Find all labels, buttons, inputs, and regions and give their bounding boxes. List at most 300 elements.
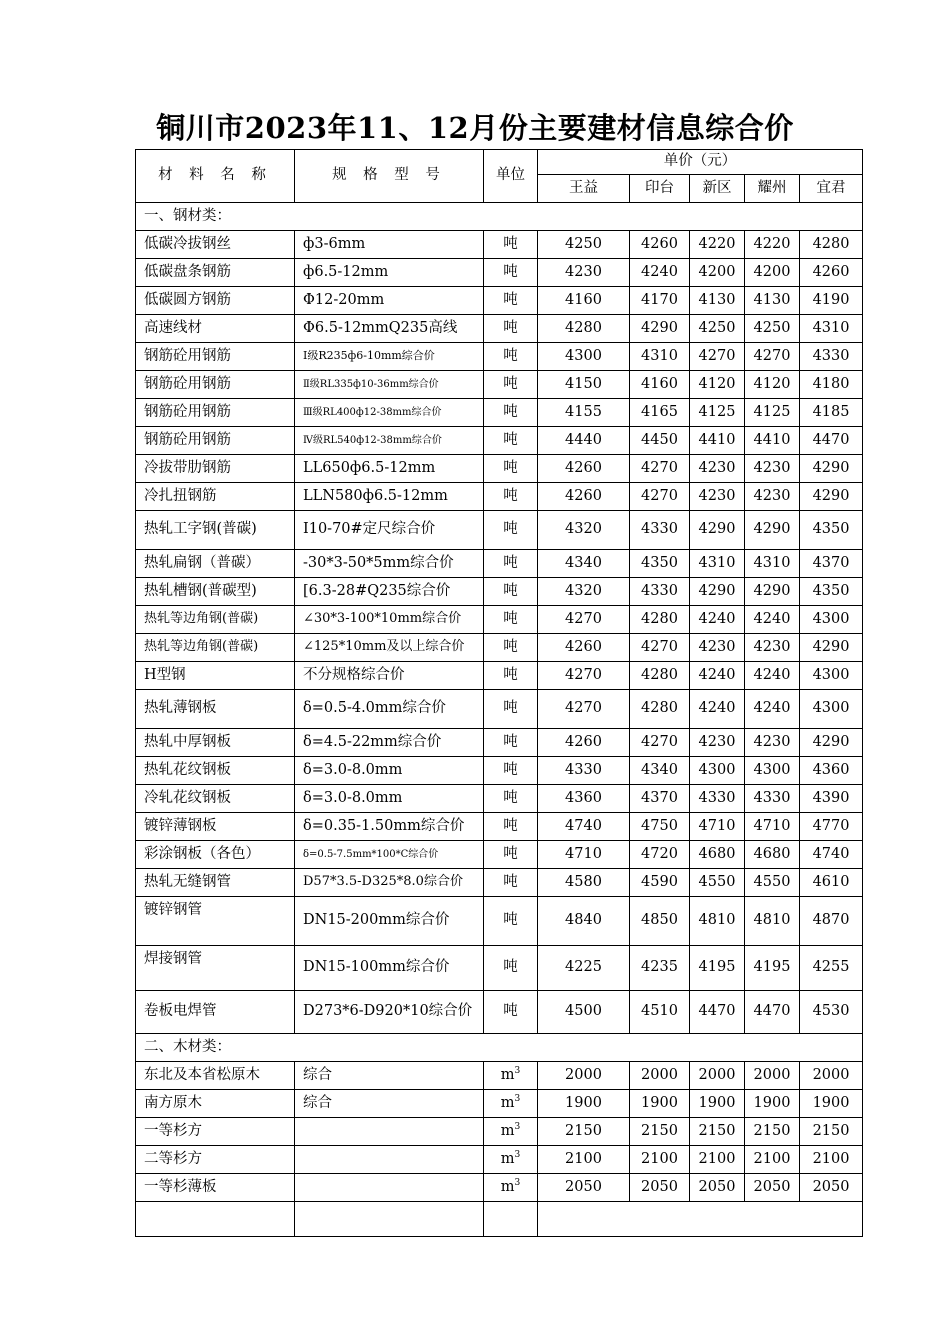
material-name: 冷轧花纹钢板 <box>136 785 295 813</box>
header-region: 新区 <box>690 175 745 203</box>
spec-cell: DN15-200mm综合价 <box>295 897 484 946</box>
unit-cell <box>484 578 538 606</box>
price-cell: 4240 <box>690 690 745 729</box>
price-cell: 4240 <box>690 606 745 634</box>
unit-cell <box>484 946 538 991</box>
price-cell: 1900 <box>745 1090 800 1118</box>
price-cell: 4810 <box>745 897 800 946</box>
price-cell: 2000 <box>690 1062 745 1090</box>
unit-cell <box>484 1118 538 1146</box>
price-cell: 4510 <box>630 991 690 1034</box>
price-cell: 4230 <box>690 483 745 511</box>
material-name: 一等杉方 <box>136 1118 295 1146</box>
price-cell: 4320 <box>538 578 630 606</box>
unit-text: 吨 <box>503 263 518 280</box>
unit-text: 吨 <box>503 521 518 538</box>
price-cell: 4250 <box>538 231 630 259</box>
price-cell: 4255 <box>800 946 863 991</box>
price-cell: 4240 <box>630 259 690 287</box>
table-row <box>136 757 863 785</box>
price-cell: 4130 <box>745 287 800 315</box>
price-cell: 4810 <box>690 897 745 946</box>
price-cell: 4125 <box>745 399 800 427</box>
spec-cell: LLN580ф6.5-12mm <box>295 483 484 511</box>
spec-cell: δ=3.0-8.0mm <box>295 757 484 785</box>
spec-cell: Ⅲ级RL400ф12-38mm综合价 <box>295 399 484 427</box>
price-table <box>135 149 863 1237</box>
price-cell: 2100 <box>745 1146 800 1174</box>
material-name: 热轧槽钢(普碳型) <box>136 578 295 606</box>
price-cell: 4530 <box>800 991 863 1034</box>
price-cell: 4590 <box>630 869 690 897</box>
unit-cell <box>484 315 538 343</box>
table-row <box>136 869 863 897</box>
price-cell: 4840 <box>538 897 630 946</box>
unit-text: 吨 <box>503 554 518 571</box>
price-cell: 4290 <box>800 634 863 662</box>
blank-cell <box>295 1202 484 1237</box>
unit-cell <box>484 550 538 578</box>
spec-cell: 综合 <box>295 1062 484 1090</box>
table-row <box>136 343 863 371</box>
price-cell: 4195 <box>690 946 745 991</box>
unit-cell <box>484 841 538 869</box>
price-cell: 4710 <box>690 813 745 841</box>
price-cell: 4200 <box>690 259 745 287</box>
header-region: 印台 <box>630 175 690 203</box>
price-cell: 4240 <box>690 662 745 690</box>
unit-text: 吨 <box>503 582 518 599</box>
price-cell: 4470 <box>800 427 863 455</box>
price-cell: 4330 <box>630 578 690 606</box>
price-cell: 4330 <box>745 785 800 813</box>
header-unit: 单位 <box>484 150 538 203</box>
spec-cell: 综合 <box>295 1090 484 1118</box>
material-name: 热轧工字钢(普碳) <box>136 511 295 550</box>
material-name: 钢筋砼用钢筋 <box>136 371 295 399</box>
price-cell: 2150 <box>800 1118 863 1146</box>
unit-text: 吨 <box>503 733 518 750</box>
price-cell: 4710 <box>745 813 800 841</box>
material-name: 南方原木 <box>136 1090 295 1118</box>
spec-cell <box>295 1146 484 1174</box>
table-row <box>136 690 863 729</box>
price-cell: 2100 <box>800 1146 863 1174</box>
unit-text: 吨 <box>503 431 518 448</box>
price-cell: 4290 <box>690 511 745 550</box>
unit-superscript: 3 <box>514 1066 521 1077</box>
material-name: 热轧薄钢板 <box>136 690 295 729</box>
price-cell: 4350 <box>800 511 863 550</box>
price-cell: 4300 <box>800 606 863 634</box>
price-cell: 4290 <box>630 315 690 343</box>
table-row <box>136 455 863 483</box>
unit-superscript: 3 <box>514 1178 521 1189</box>
price-cell: 4270 <box>630 455 690 483</box>
price-cell: 2100 <box>538 1146 630 1174</box>
price-cell: 4190 <box>800 287 863 315</box>
material-name: 低碳盘条钢筋 <box>136 259 295 287</box>
unit-cell <box>484 690 538 729</box>
price-cell: 4280 <box>538 315 630 343</box>
unit-text: 吨 <box>503 1003 518 1020</box>
price-cell: 4740 <box>800 841 863 869</box>
unit-cell <box>484 662 538 690</box>
header-material: 材 料 名 称 <box>136 150 295 203</box>
unit-cell <box>484 1146 538 1174</box>
table-row <box>136 427 863 455</box>
price-cell: 4230 <box>690 455 745 483</box>
table-row <box>136 1090 863 1118</box>
table-row <box>136 1146 863 1174</box>
price-cell: 4410 <box>690 427 745 455</box>
price-cell: 4280 <box>630 662 690 690</box>
header-region: 王益 <box>538 175 630 203</box>
material-name: 镀锌薄钢板 <box>136 813 295 841</box>
price-cell: 4230 <box>690 634 745 662</box>
unit-superscript: 3 <box>514 1150 521 1161</box>
price-cell: 4500 <box>538 991 630 1034</box>
material-name: 低碳冷拔钢丝 <box>136 231 295 259</box>
price-cell: 4440 <box>538 427 630 455</box>
price-cell: 2050 <box>630 1174 690 1202</box>
table-row <box>136 662 863 690</box>
table-row <box>136 371 863 399</box>
price-cell: 4740 <box>538 813 630 841</box>
price-cell: 4230 <box>690 729 745 757</box>
unit-text: m <box>500 1066 515 1083</box>
table-row <box>136 1118 863 1146</box>
price-cell: 4310 <box>690 550 745 578</box>
price-cell: 4370 <box>630 785 690 813</box>
price-cell: 1900 <box>630 1090 690 1118</box>
unit-cell <box>484 231 538 259</box>
price-cell: 4300 <box>538 343 630 371</box>
blank-cell <box>484 1202 538 1237</box>
price-cell: 4240 <box>745 690 800 729</box>
price-cell: 4680 <box>745 841 800 869</box>
unit-text: 吨 <box>503 959 518 976</box>
price-cell: 4720 <box>630 841 690 869</box>
price-cell: 4470 <box>690 991 745 1034</box>
price-cell: 2050 <box>690 1174 745 1202</box>
material-name: 二等杉方 <box>136 1146 295 1174</box>
material-name: 热轧中厚钢板 <box>136 729 295 757</box>
price-cell: 2000 <box>800 1062 863 1090</box>
spec-cell: DN15-100mm综合价 <box>295 946 484 991</box>
price-cell: 4300 <box>745 757 800 785</box>
price-cell: 4270 <box>538 662 630 690</box>
price-cell: 4200 <box>745 259 800 287</box>
price-cell: 4360 <box>800 757 863 785</box>
spec-cell: δ=4.5-22mm综合价 <box>295 729 484 757</box>
spec-cell: Ⅰ10-70#定尺综合价 <box>295 511 484 550</box>
price-cell: 4370 <box>800 550 863 578</box>
header-region: 耀州 <box>745 175 800 203</box>
material-name: 热轧花纹钢板 <box>136 757 295 785</box>
unit-cell <box>484 634 538 662</box>
price-cell: 1900 <box>690 1090 745 1118</box>
spec-cell: [6.3-28#Q235综合价 <box>295 578 484 606</box>
price-cell: 4300 <box>690 757 745 785</box>
unit-text: m <box>500 1094 515 1111</box>
price-cell: 4450 <box>630 427 690 455</box>
unit-text: m <box>500 1150 515 1167</box>
table-row <box>136 785 863 813</box>
spec-cell <box>295 1174 484 1202</box>
unit-text: 吨 <box>503 845 518 862</box>
price-cell: 2050 <box>745 1174 800 1202</box>
price-cell: 4250 <box>745 315 800 343</box>
unit-cell <box>484 1174 538 1202</box>
price-cell: 4230 <box>745 455 800 483</box>
price-cell: 4550 <box>690 869 745 897</box>
table-row <box>136 511 863 550</box>
price-cell: 4260 <box>538 455 630 483</box>
price-cell: 1900 <box>538 1090 630 1118</box>
unit-text: 吨 <box>503 761 518 778</box>
price-cell: 4160 <box>630 371 690 399</box>
spec-cell: D273*6-D920*10综合价 <box>295 991 484 1034</box>
unit-cell <box>484 606 538 634</box>
header-region: 宜君 <box>800 175 863 203</box>
unit-text: 吨 <box>503 638 518 655</box>
unit-cell <box>484 427 538 455</box>
price-cell: 4300 <box>800 690 863 729</box>
spec-cell: D57*3.5-D325*8.0综合价 <box>295 869 484 897</box>
unit-superscript: 3 <box>514 1094 521 1105</box>
price-cell: 4260 <box>538 483 630 511</box>
price-cell: 4330 <box>690 785 745 813</box>
price-cell: 4260 <box>538 729 630 757</box>
price-cell: 4120 <box>690 371 745 399</box>
spec-cell: Φ12-20mm <box>295 287 484 315</box>
price-cell: 4350 <box>800 578 863 606</box>
material-name: H型钢 <box>136 662 295 690</box>
table-row <box>136 1062 863 1090</box>
price-cell: 4330 <box>538 757 630 785</box>
table-row <box>136 315 863 343</box>
price-cell: 4310 <box>745 550 800 578</box>
header-price: 单价（元） <box>538 150 863 175</box>
unit-cell <box>484 785 538 813</box>
price-cell: 2150 <box>690 1118 745 1146</box>
material-name: 冷拔带肋钢筋 <box>136 455 295 483</box>
price-cell: 4270 <box>538 606 630 634</box>
price-cell: 4290 <box>745 511 800 550</box>
table-row <box>136 813 863 841</box>
unit-cell <box>484 371 538 399</box>
price-cell: 4130 <box>690 287 745 315</box>
price-cell: 4680 <box>690 841 745 869</box>
price-cell: 4350 <box>630 550 690 578</box>
unit-cell <box>484 757 538 785</box>
price-cell: 4330 <box>800 343 863 371</box>
price-cell: 4270 <box>630 729 690 757</box>
price-cell: 4240 <box>745 662 800 690</box>
spec-cell: δ=3.0-8.0mm <box>295 785 484 813</box>
unit-cell <box>484 399 538 427</box>
price-cell: 4195 <box>745 946 800 991</box>
price-cell: 4750 <box>630 813 690 841</box>
table-row <box>136 841 863 869</box>
price-cell: 4470 <box>745 991 800 1034</box>
price-cell: 4330 <box>630 511 690 550</box>
price-cell: 4270 <box>745 343 800 371</box>
price-cell: 4550 <box>745 869 800 897</box>
spec-cell: ф3-6mm <box>295 231 484 259</box>
material-name: 热轧等边角钢(普碳) <box>136 606 295 634</box>
unit-text: 吨 <box>503 666 518 683</box>
price-cell: 4310 <box>800 315 863 343</box>
price-cell: 4410 <box>745 427 800 455</box>
price-cell: 4290 <box>800 729 863 757</box>
table-row <box>136 287 863 315</box>
price-cell: 2150 <box>745 1118 800 1146</box>
table-row <box>136 399 863 427</box>
price-cell: 4300 <box>800 662 863 690</box>
unit-cell <box>484 897 538 946</box>
table-row <box>136 991 863 1034</box>
price-cell: 4270 <box>630 483 690 511</box>
unit-text: m <box>500 1122 515 1139</box>
price-cell: 4225 <box>538 946 630 991</box>
unit-cell <box>484 455 538 483</box>
material-name: 低碳圆方钢筋 <box>136 287 295 315</box>
spec-cell: LL650ф6.5-12mm <box>295 455 484 483</box>
price-cell: 2150 <box>630 1118 690 1146</box>
price-cell: 4870 <box>800 897 863 946</box>
price-cell: 4170 <box>630 287 690 315</box>
table-row <box>136 259 863 287</box>
unit-cell <box>484 259 538 287</box>
unit-text: 吨 <box>503 700 518 717</box>
unit-cell <box>484 343 538 371</box>
unit-cell <box>484 483 538 511</box>
section-label: 二、木材类： <box>136 1034 863 1062</box>
table-row <box>136 550 863 578</box>
price-cell: 4340 <box>538 550 630 578</box>
price-cell: 4580 <box>538 869 630 897</box>
price-cell: 4260 <box>538 634 630 662</box>
price-cell: 4220 <box>745 231 800 259</box>
price-cell: 4155 <box>538 399 630 427</box>
price-cell: 4290 <box>745 578 800 606</box>
table-row <box>136 897 863 946</box>
material-name: 一等杉薄板 <box>136 1174 295 1202</box>
price-cell: 4280 <box>630 690 690 729</box>
price-cell: 4235 <box>630 946 690 991</box>
price-cell: 4165 <box>630 399 690 427</box>
page-title: 铜川市2023年11、12月份主要建材信息综合价 <box>156 111 794 145</box>
price-cell: 1900 <box>800 1090 863 1118</box>
material-name: 钢筋砼用钢筋 <box>136 399 295 427</box>
material-name: 热轧等边角钢(普碳) <box>136 634 295 662</box>
price-cell: 4280 <box>630 606 690 634</box>
unit-text: m <box>500 1178 515 1195</box>
price-cell: 4230 <box>538 259 630 287</box>
material-name: 焊接钢管 <box>136 946 295 991</box>
unit-cell <box>484 729 538 757</box>
material-name: 冷扎扭钢筋 <box>136 483 295 511</box>
unit-text: 吨 <box>503 403 518 420</box>
table-row <box>136 946 863 991</box>
price-cell: 4260 <box>630 231 690 259</box>
price-cell: 4850 <box>630 897 690 946</box>
unit-text: 吨 <box>503 873 518 890</box>
material-name: 卷板电焊管 <box>136 991 295 1034</box>
spec-cell: -30*3-50*5mm综合价 <box>295 550 484 578</box>
blank-row <box>136 1202 863 1237</box>
table-row <box>136 578 863 606</box>
unit-superscript: 3 <box>514 1122 521 1133</box>
price-cell: 4320 <box>538 511 630 550</box>
unit-text: 吨 <box>503 610 518 627</box>
price-cell: 4125 <box>690 399 745 427</box>
spec-cell: Φ6.5-12mmQ235高线 <box>295 315 484 343</box>
price-cell: 4270 <box>538 690 630 729</box>
unit-cell <box>484 813 538 841</box>
price-cell: 2000 <box>538 1062 630 1090</box>
material-name: 热轧无缝钢管 <box>136 869 295 897</box>
price-cell: 4610 <box>800 869 863 897</box>
unit-cell <box>484 1090 538 1118</box>
table-row <box>136 231 863 259</box>
price-cell: 2150 <box>538 1118 630 1146</box>
spec-cell: δ=0.5-7.5mm*100*C综合价 <box>295 841 484 869</box>
spec-cell: Ⅱ级RL335ф10-36mm综合价 <box>295 371 484 399</box>
table-row <box>136 483 863 511</box>
price-cell: 4280 <box>800 231 863 259</box>
material-name: 钢筋砼用钢筋 <box>136 343 295 371</box>
material-name: 高速线材 <box>136 315 295 343</box>
price-cell: 4160 <box>538 287 630 315</box>
table-row <box>136 606 863 634</box>
price-cell: 2050 <box>800 1174 863 1202</box>
price-cell: 4260 <box>800 259 863 287</box>
spec-cell: Ⅳ级RL540ф12-38mm综合价 <box>295 427 484 455</box>
price-cell: 4770 <box>800 813 863 841</box>
unit-text: 吨 <box>503 789 518 806</box>
spec-cell: 不分规格综合价 <box>295 662 484 690</box>
unit-text: 吨 <box>503 817 518 834</box>
section-row <box>136 1034 863 1062</box>
unit-text: 吨 <box>503 375 518 392</box>
price-cell: 2100 <box>690 1146 745 1174</box>
unit-text: 吨 <box>503 912 518 929</box>
material-name: 彩涂钢板（各色） <box>136 841 295 869</box>
unit-text: 吨 <box>503 291 518 308</box>
price-cell: 4230 <box>745 729 800 757</box>
material-name: 热轧扁钢（普碳） <box>136 550 295 578</box>
header-spec: 规 格 型 号 <box>295 150 484 203</box>
price-cell: 4270 <box>630 634 690 662</box>
material-name: 镀锌钢管 <box>136 897 295 946</box>
price-cell: 4180 <box>800 371 863 399</box>
unit-cell <box>484 287 538 315</box>
table-row <box>136 634 863 662</box>
header-row <box>136 150 863 175</box>
unit-text: 吨 <box>503 319 518 336</box>
price-cell: 4230 <box>745 483 800 511</box>
price-cell: 4340 <box>630 757 690 785</box>
spec-cell: δ=0.35-1.50mm综合价 <box>295 813 484 841</box>
price-cell: 4290 <box>800 455 863 483</box>
blank-cell <box>538 1202 863 1237</box>
price-cell: 4290 <box>800 483 863 511</box>
table-row <box>136 729 863 757</box>
unit-cell <box>484 1062 538 1090</box>
